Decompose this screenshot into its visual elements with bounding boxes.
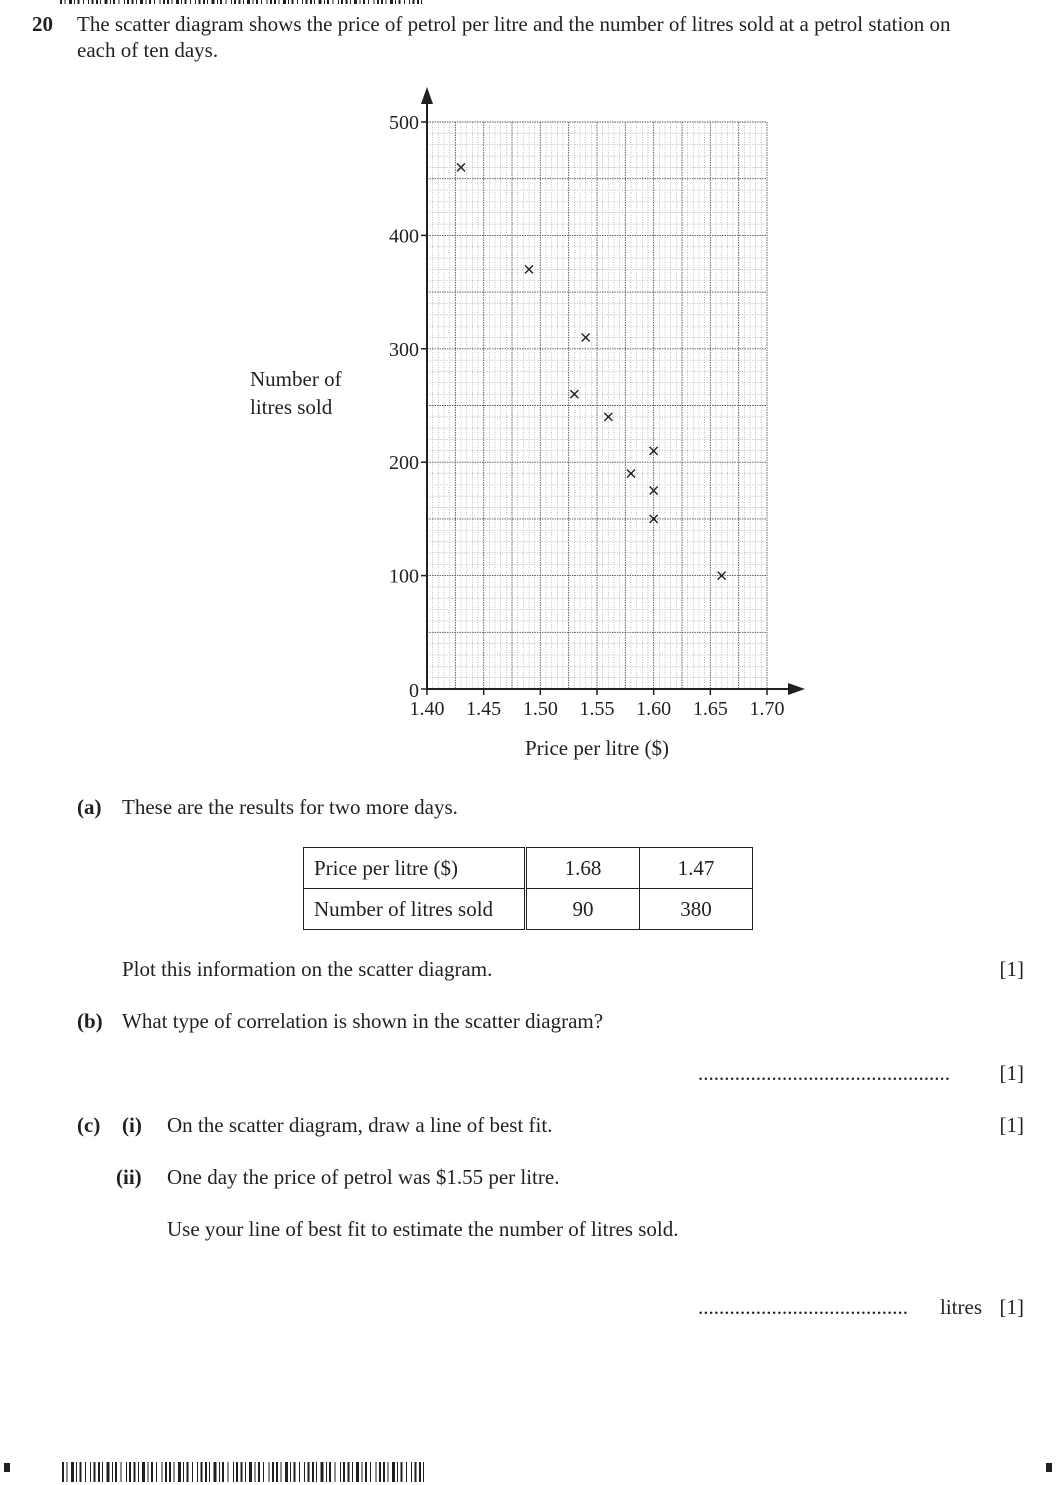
barcode-bar	[151, 1462, 153, 1482]
part-c-ii-text2: Use your line of best fit to estimate the number of litres sold.	[167, 1217, 679, 1241]
barcode-bar	[233, 1462, 234, 1482]
barcode-bar	[316, 1462, 317, 1482]
barcode-bar	[304, 1462, 305, 1482]
part-a-text: These are the results for two more days.	[122, 795, 458, 819]
x-tick-label: 1.55	[579, 698, 615, 720]
barcode-bar	[299, 1462, 300, 1482]
barcode-bar	[107, 1462, 110, 1482]
bottom-barcode	[62, 1462, 424, 1482]
registration-mark-left	[4, 1463, 10, 1472]
barcode-bar	[228, 1462, 229, 1482]
barcode-bar	[281, 1462, 282, 1482]
barcode-bar	[294, 1462, 296, 1482]
y-tick-label: 500	[389, 112, 419, 134]
barcode-bar	[174, 1462, 175, 1482]
part-a-marks: [1]	[999, 957, 1024, 981]
question-intro-line1: The scatter diagram shows the price of petrol per litre and the number of litres sold at a petrol station on	[77, 12, 951, 36]
barcode-bar	[241, 1462, 243, 1482]
barcode-bar	[312, 1462, 314, 1482]
x-tick-label: 1.40	[409, 698, 445, 720]
barcode-bar	[411, 1462, 412, 1482]
barcode-bar	[138, 1462, 139, 1482]
barcode-bar	[187, 1462, 189, 1482]
part-c-ii-answer-unit: litres	[940, 1295, 982, 1319]
chart-xlabel: Price per litre ($)	[524, 736, 670, 760]
part-b-label: (b)	[77, 1009, 103, 1033]
barcode-bar	[269, 1462, 270, 1482]
barcode-bar	[365, 1462, 367, 1482]
barcode-bar	[205, 1462, 207, 1482]
x-tick-label: 1.70	[749, 698, 785, 720]
x-tick-label: 1.45	[466, 698, 502, 720]
x-axis-arrow	[788, 683, 805, 695]
barcode-bar	[94, 1462, 96, 1482]
barcode-bar	[183, 1462, 184, 1482]
barcode-bar	[197, 1462, 198, 1482]
chart-y-ticks	[389, 112, 427, 702]
chart-ylabel-line1: Number of	[250, 367, 342, 391]
barcode-bar	[192, 1462, 193, 1482]
barcode-bar	[62, 1462, 64, 1482]
barcode-bar	[343, 1462, 345, 1482]
y-axis-arrow	[421, 87, 433, 104]
barcode-bar	[388, 1462, 389, 1482]
barcode-bar	[370, 1462, 371, 1482]
barcode-bar	[219, 1462, 220, 1482]
y-tick-label: 100	[389, 565, 419, 588]
part-c-ii-marks: [1]	[999, 1295, 1024, 1319]
table-row1-value1: 1.68	[526, 848, 640, 889]
barcode-bar	[249, 1462, 252, 1482]
barcode-bar	[71, 1462, 74, 1482]
barcode-bar	[329, 1462, 331, 1482]
barcode-bar	[258, 1462, 260, 1482]
barcode-bar	[263, 1462, 264, 1482]
barcode-bar	[379, 1462, 381, 1482]
y-tick-label: 400	[389, 225, 419, 248]
barcode-bar	[134, 1462, 136, 1482]
barcode-bar	[356, 1462, 359, 1482]
y-tick-label: 200	[389, 452, 419, 475]
part-c-i-label: (i)	[122, 1113, 142, 1137]
barcode-bar	[321, 1462, 324, 1482]
y-tick-label: 0	[409, 680, 419, 702]
barcode-bar	[121, 1462, 122, 1482]
results-table	[303, 847, 753, 930]
barcode-bar	[162, 1462, 163, 1482]
barcode-bar	[383, 1462, 385, 1482]
table-row1-value2: 1.47	[640, 848, 753, 889]
barcode-bar	[255, 1462, 256, 1482]
barcode-bar	[236, 1462, 238, 1482]
barcode-bar	[406, 1462, 407, 1482]
barcode-bar	[80, 1462, 82, 1482]
barcode-bar	[308, 1462, 310, 1482]
barcode-bar	[90, 1462, 91, 1482]
barcode-bar	[335, 1462, 336, 1482]
barcode-bar	[76, 1462, 77, 1482]
barcode-bar	[352, 1462, 353, 1482]
barcode-bar	[276, 1462, 278, 1482]
part-b-marks: [1]	[999, 1061, 1024, 1085]
barcode-bar	[178, 1462, 181, 1482]
x-tick-label: 1.60	[636, 698, 672, 720]
barcode-bar	[156, 1462, 157, 1482]
chart-axes	[421, 87, 805, 695]
barcode-bar	[142, 1462, 145, 1482]
barcode-bar	[115, 1462, 117, 1482]
part-c-i-marks: [1]	[999, 1113, 1024, 1137]
barcode-bar	[67, 1462, 68, 1482]
barcode-bar	[201, 1462, 203, 1482]
barcode-bar	[165, 1462, 167, 1482]
part-c-label: (c)	[77, 1113, 101, 1137]
barcode-bar	[112, 1462, 113, 1482]
barcode-bar	[148, 1462, 149, 1482]
barcode-bar	[169, 1462, 171, 1482]
registration-mark-right	[1046, 1463, 1052, 1472]
barcode-bar	[397, 1462, 398, 1482]
x-tick-label: 1.65	[692, 698, 728, 720]
barcode-bar	[326, 1462, 327, 1482]
x-tick-label: 1.50	[522, 698, 558, 720]
question-number: 20	[32, 12, 53, 36]
barcode-bar	[423, 1462, 424, 1482]
question-intro-line2: each of ten days.	[77, 38, 219, 62]
table-row	[304, 848, 753, 889]
part-c-i-text: On the scatter diagram, draw a line of best fit.	[167, 1113, 553, 1137]
data-point	[627, 470, 635, 478]
part-c-ii-label: (ii)	[116, 1165, 142, 1189]
barcode-bar	[222, 1462, 224, 1482]
barcode-bar	[419, 1462, 421, 1482]
part-b-answer-line[interactable]: ................................................	[698, 1061, 950, 1085]
barcode-bar	[98, 1462, 100, 1482]
barcode-bar	[348, 1462, 350, 1482]
y-tick-label: 300	[389, 338, 419, 361]
barcode-bar	[245, 1462, 246, 1482]
chart-ylabel-line2: litres sold	[250, 395, 333, 419]
part-c-ii-answer-line[interactable]: ........................................	[698, 1295, 908, 1319]
barcode-bar	[415, 1462, 417, 1482]
barcode-bar	[290, 1462, 291, 1482]
part-b-text: What type of correlation is shown in the scatter diagram?	[122, 1009, 604, 1033]
barcode-bar	[272, 1462, 274, 1482]
table-row2-value2: 380	[640, 889, 753, 930]
barcode-bar	[214, 1462, 217, 1482]
part-a-instruction: Plot this information on the scatter diagram.	[122, 957, 493, 981]
barcode-bar	[209, 1462, 210, 1482]
barcode-bar	[126, 1462, 127, 1482]
barcode-bar	[102, 1462, 103, 1482]
barcode-bar	[362, 1462, 363, 1482]
barcode-bar	[85, 1462, 86, 1482]
table-row1-head: Price per litre ($)	[304, 848, 526, 889]
barcode-bar	[129, 1462, 131, 1482]
barcode-bar	[376, 1462, 377, 1482]
table-row2-head: Number of litres sold	[304, 889, 526, 930]
part-c-ii-text: One day the price of petrol was $1.55 per litre.	[167, 1165, 560, 1189]
barcode-bar	[392, 1462, 395, 1482]
part-a-label: (a)	[77, 795, 102, 819]
table-row	[304, 889, 753, 930]
barcode-bar	[401, 1462, 403, 1482]
barcode-bar	[340, 1462, 341, 1482]
table-row2-value1: 90	[526, 889, 640, 930]
chart-x-ticks	[410, 689, 785, 720]
barcode-bar	[285, 1462, 288, 1482]
